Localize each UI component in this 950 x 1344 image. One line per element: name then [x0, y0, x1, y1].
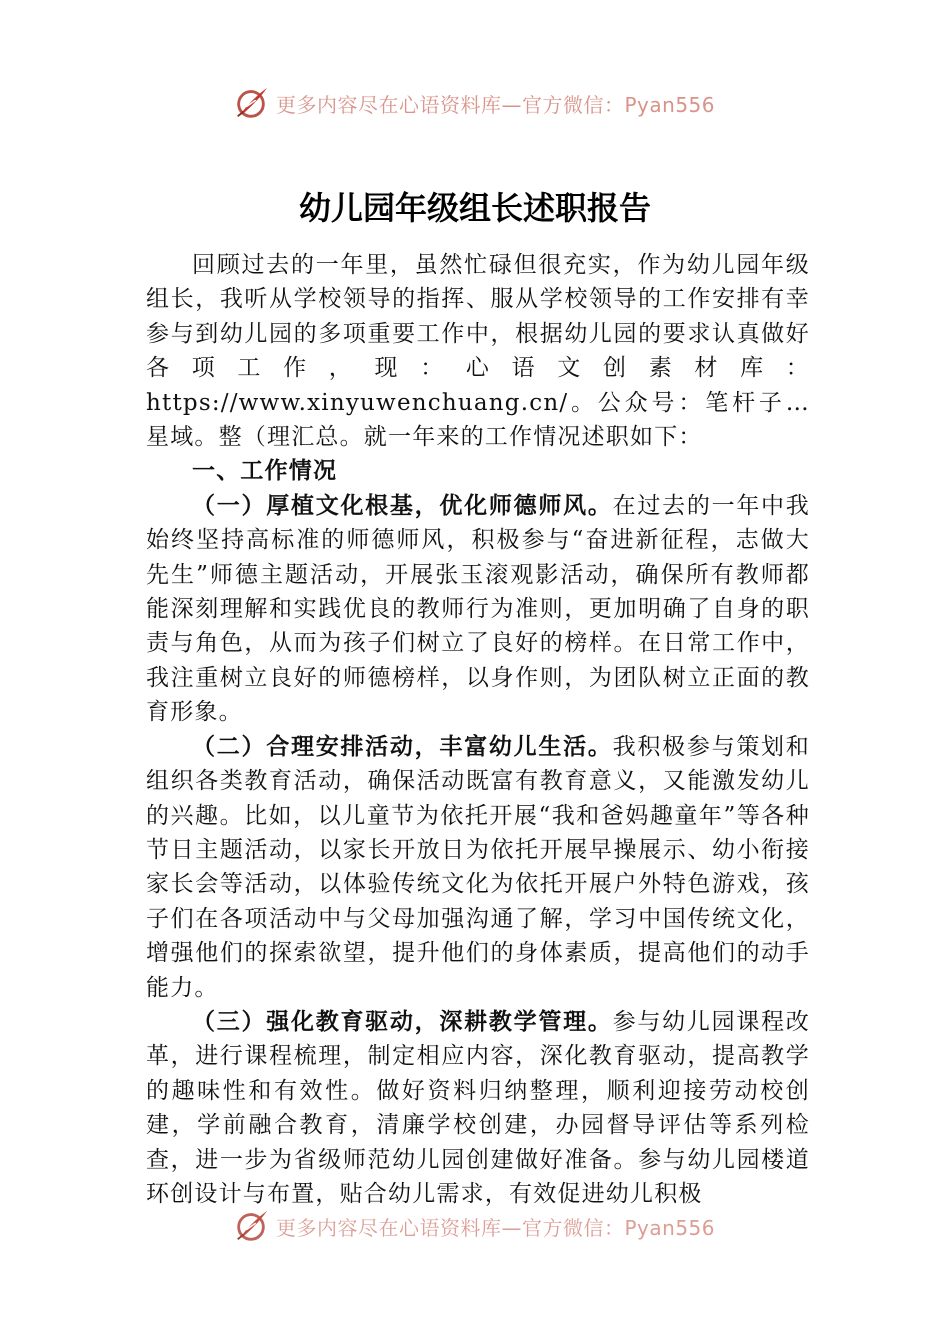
- item-body: 在过去的一年中我始终坚持高标准的师德师风，积极参与“奋进新征程，志做大先生”师德主题活动，开展张玉滚观影活动，确保所有教师都能深刻理解和实践优良的教师行为准则，更加明确了自身的职责与角色，从而为孩子们树立了良好的榜样。在日常工作中，我注重树立良好的师德榜样，以身作则，为团队树立正面的教育形象。: [146, 492, 810, 726]
- item-lead: （二）合理安排活动，丰富幼儿生活。: [192, 732, 613, 760]
- item-paragraph: [146, 489, 810, 730]
- footer-banner: [0, 1203, 950, 1247]
- document-body: [146, 248, 810, 1211]
- header-banner-text: 更多内容尽在心语资料库—官方微信：Pyan556: [276, 92, 716, 117]
- item-body: 我积极参与策划和组织各类教育活动，确保活动既富有教育意义，又能激发幼儿的兴趣。比如，以儿童节为依托开展“我和爸妈趣童年”等各种节日主题活动，以家长开放日为依托开展早操展示、幼小衔接家长会等活动，以体验传统文化为依托开展户外特色游戏，孩子们在各项活动中与父母加强沟通了解，学习中国传统文化，增强他们的探索欲望，提升他们的身体素质，提高他们的动手能力。: [146, 733, 810, 1001]
- intro-paragraph: 回顾过去的一年里，虽然忙碌但很充实，作为幼儿园年级组长，我听从学校领导的指挥、服从学校领导的工作安排有幸参与到幼儿园的多项重要工作中，根据幼儿园的要求认真做好各项工作，现：心语文创素材库：https://www.xinyuwenchuang.cn/。公众号：笔杆子…星域。整（理汇总。就一年来的工作情况述职如下：: [146, 252, 810, 451]
- item-lead: （一）厚植文化根基，优化师德师风。: [192, 491, 613, 519]
- quill-circle-logo-icon: [232, 84, 270, 122]
- item-paragraph: [146, 1005, 810, 1211]
- item-paragraph: [146, 730, 810, 1005]
- header-banner: [0, 80, 950, 124]
- document-title: 幼儿园年级组长述职报告: [298, 189, 651, 227]
- footer-banner-text: 更多内容尽在心语资料库—官方微信：Pyan556: [276, 1215, 716, 1240]
- quill-circle-logo-icon: [232, 1207, 270, 1245]
- item-lead: （三）强化教育驱动，深耕教学管理。: [192, 1007, 613, 1035]
- section-heading: 一、工作情况: [192, 458, 338, 485]
- item-body: 参与幼儿园课程改革，进行课程梳理，制定相应内容，深化教育驱动，提高教学的趣味性和有效性。做好资料归纳整理，顺利迎接劳动校创建，学前融合教育，清廉学校创建，办园督导评估等系列检查，进一步为省级师范幼儿园创建做好准备。参与幼儿园楼道环创设计与布置，贴合幼儿需求，有效促进幼儿积极: [146, 1008, 810, 1207]
